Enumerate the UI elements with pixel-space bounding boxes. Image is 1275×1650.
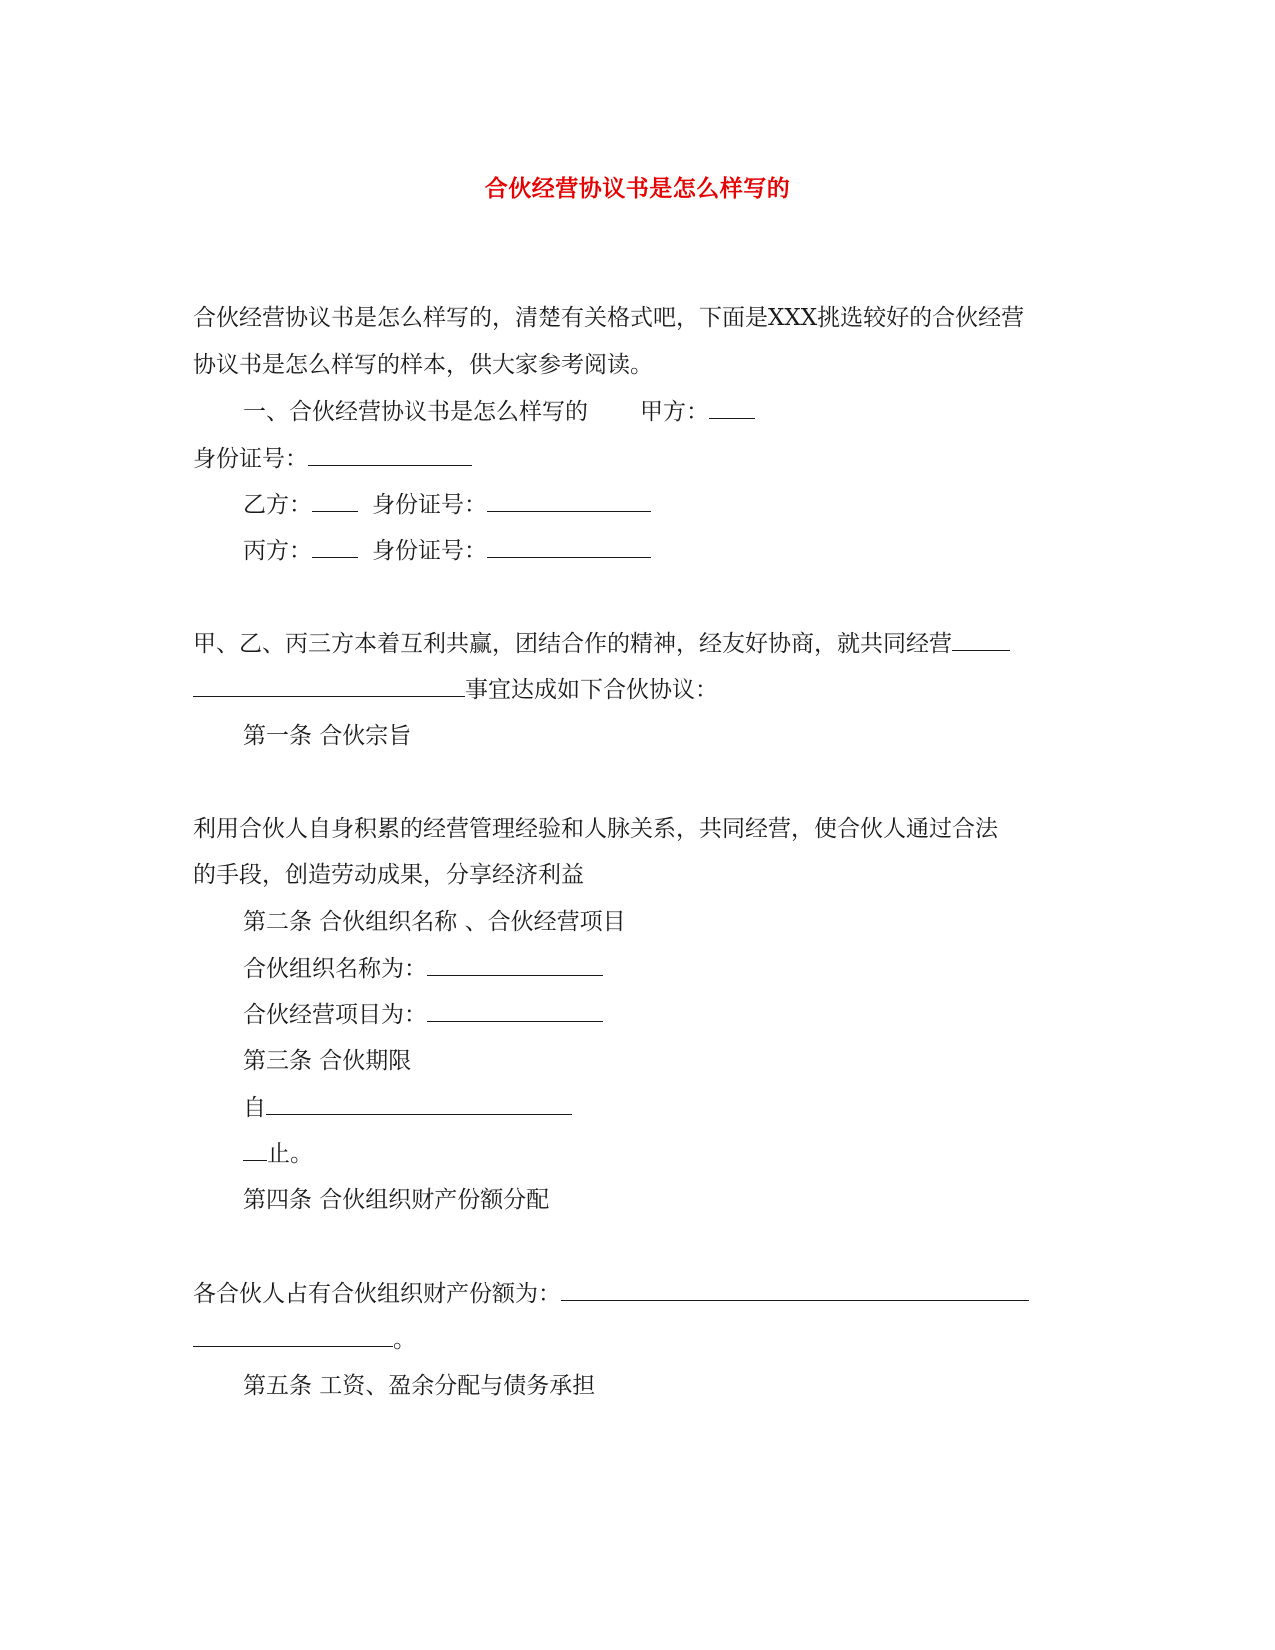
intro-line-2: 协议书是怎么样写的样本，供大家参考阅读。: [193, 352, 653, 378]
article-1-line-1: 利用合伙人自身积累的经营管理经验和人脉关系，共同经营，使合伙人通过合法: [193, 816, 998, 842]
preamble-text-2: 事宜达成如下合伙协议：: [465, 677, 718, 703]
party-a-id-blank[interactable]: [308, 443, 472, 466]
party-c-id-blank[interactable]: [487, 535, 651, 558]
term-to-blank[interactable]: [243, 1138, 267, 1161]
party-a-id-line: [193, 443, 472, 474]
party-b-label: 乙方：: [243, 492, 312, 518]
document-title: 合伙经营协议书是怎么样写的: [484, 176, 791, 202]
section-1-heading: 一、合伙经营协议书是怎么样写的: [243, 399, 588, 425]
business-blank-2[interactable]: [193, 674, 465, 697]
party-b-id-blank[interactable]: [487, 489, 651, 512]
term-to-line: [243, 1138, 313, 1169]
article-5-heading: 第五条 工资、盈余分配与债务承担: [243, 1373, 596, 1399]
article-2-heading: 第二条 合伙组织名称 、合伙经营项目: [243, 909, 626, 935]
preamble-text-1: 甲、乙、丙三方本着互利共赢，团结合作的精神，经友好协商，就共同经营: [193, 631, 952, 657]
section-1-line: [243, 396, 755, 427]
project-label: 合伙经营项目为：: [243, 1002, 427, 1028]
article-3-heading: 第三条 合伙期限: [243, 1048, 412, 1074]
share-end: 。: [393, 1327, 416, 1353]
share-line-2: [193, 1324, 416, 1355]
project-blank[interactable]: [427, 999, 603, 1022]
party-c-blank[interactable]: [312, 535, 358, 558]
party-a-label: 甲方：: [640, 399, 709, 425]
preamble-line-2: [193, 674, 718, 705]
preamble-line-1: [193, 628, 1010, 659]
party-c-id-label: 身份证号：: [372, 538, 487, 564]
party-b-blank[interactable]: [312, 489, 358, 512]
term-from-label: 自: [243, 1095, 266, 1121]
party-b-id-label: 身份证号：: [372, 492, 487, 518]
article-1-line-2: 的手段，创造劳动成果，分享经济利益: [193, 862, 584, 888]
party-a-blank[interactable]: [709, 396, 755, 419]
article-1-heading: 第一条 合伙宗旨: [243, 723, 412, 749]
party-c-label: 丙方：: [243, 538, 312, 564]
org-name-label: 合伙组织名称为：: [243, 956, 427, 982]
party-a-id-label: 身份证号：: [193, 446, 308, 472]
party-b-line: [243, 489, 651, 520]
org-name-line: [243, 953, 603, 984]
article-4-heading: 第四条 合伙组织财产份额分配: [243, 1187, 550, 1213]
share-line-1: [193, 1278, 1029, 1309]
party-c-line: [243, 535, 651, 566]
intro-line-1: 合伙经营协议书是怎么样写的，清楚有关格式吧，下面是XXX挑选较好的合伙经营: [193, 305, 1025, 331]
org-name-blank[interactable]: [427, 953, 603, 976]
share-blank-1[interactable]: [561, 1278, 1029, 1301]
term-to-label: 止。: [267, 1141, 313, 1167]
business-blank-1[interactable]: [952, 628, 1010, 651]
term-from-line: [243, 1092, 572, 1123]
share-blank-2[interactable]: [193, 1324, 393, 1347]
project-line: [243, 999, 603, 1030]
term-from-blank[interactable]: [266, 1092, 572, 1115]
share-label: 各合伙人占有合伙组织财产份额为：: [193, 1281, 561, 1307]
